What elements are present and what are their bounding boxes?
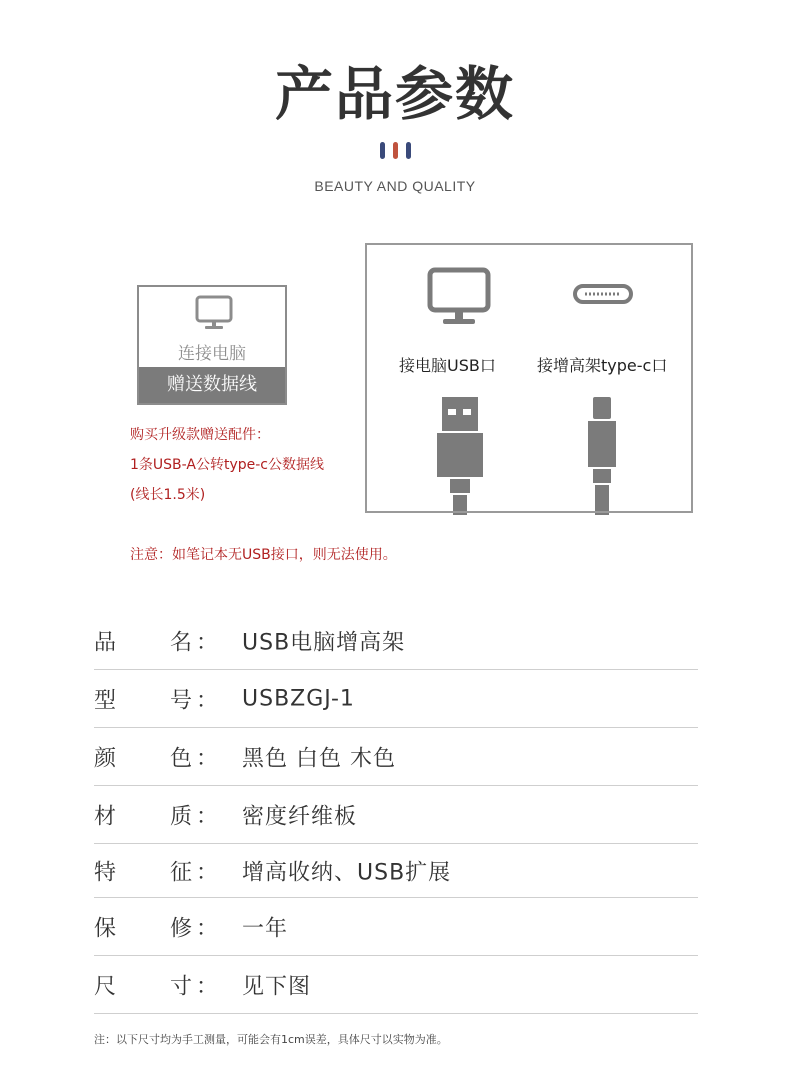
measurement-note: 注：以下尺寸均为手工测量，可能会有1cm误差，具体尺寸以实物为准。 [94, 1033, 448, 1046]
usb-a-plug-icon [437, 395, 483, 515]
decorative-bar [406, 142, 411, 159]
usb-warning-note: 注意：如笔记本无USB接口，则无法使用。 [130, 547, 397, 563]
spec-key: 征 [170, 860, 193, 885]
spec-key: 寸 [170, 974, 193, 999]
spec-value: 黑色 白色 木色 [242, 746, 396, 771]
monitor-icon [195, 295, 233, 333]
gift-line: 1条USB-A公转type-c公数据线 [130, 457, 324, 473]
spec-key: 型 [94, 688, 117, 713]
spec-value: USBZGJ-1 [242, 686, 355, 711]
spec-colon: ： [196, 860, 219, 885]
spec-key: 尺 [94, 974, 117, 999]
monitor-icon [427, 267, 491, 327]
page-subtitle: BEAUTY AND QUALITY [314, 178, 476, 194]
spec-key: 品 [94, 630, 117, 655]
spec-value: 增高收纳、USB扩展 [242, 860, 452, 885]
spec-colon: ： [196, 974, 219, 999]
spec-key: 色 [170, 746, 193, 771]
spec-row-model [94, 670, 698, 728]
spec-value: 见下图 [242, 974, 312, 999]
spec-row-feature [94, 844, 698, 898]
spec-value: USB电脑增高架 [242, 630, 406, 655]
spec-value: 一年 [242, 916, 289, 941]
spec-value: 密度纤维板 [242, 804, 358, 829]
usb-port-label: 接电脑USB口 [399, 356, 496, 375]
page-title: 产品参数 [274, 60, 515, 128]
gift-line: (线长1.5米) [130, 487, 206, 503]
spec-key: 保 [94, 916, 117, 941]
spec-row-name [94, 612, 698, 670]
decorative-bar [393, 142, 398, 159]
gift-card [137, 285, 287, 405]
gift-line: 购买升级款赠送配件： [130, 427, 270, 443]
diagram-border [365, 511, 693, 513]
spec-row-size [94, 956, 698, 1014]
connect-computer-label: 连接电脑 [178, 344, 246, 364]
type-c-port-icon [573, 283, 633, 305]
spec-key: 质 [170, 804, 193, 829]
spec-colon: ： [196, 804, 219, 829]
decorative-bar [380, 142, 385, 159]
cable-diagram [365, 243, 693, 513]
spec-key: 特 [94, 860, 117, 885]
spec-key: 材 [94, 804, 117, 829]
spec-row-color [94, 728, 698, 786]
spec-key: 修 [170, 916, 193, 941]
spec-colon: ： [196, 630, 219, 655]
spec-row-material [94, 786, 698, 844]
type-c-port-label: 接增高架type-c口 [537, 356, 668, 375]
spec-key: 名 [170, 630, 193, 655]
decorative-bars [380, 142, 414, 160]
spec-colon: ： [196, 688, 219, 713]
spec-row-warranty [94, 898, 698, 956]
spec-key: 颜 [94, 746, 117, 771]
spec-colon: ： [196, 746, 219, 771]
type-c-plug-icon [587, 395, 617, 515]
gift-cable-banner: 赠送数据线 [139, 367, 285, 403]
spec-colon: ： [196, 916, 219, 941]
spec-key: 号 [170, 688, 193, 713]
